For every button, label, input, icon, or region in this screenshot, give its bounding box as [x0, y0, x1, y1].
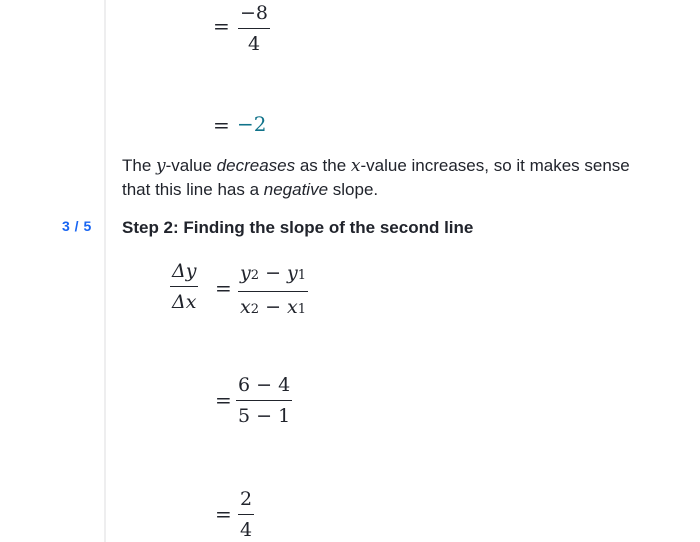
fraction-denominator: 4 [240, 519, 253, 541]
fraction-numerator [238, 260, 308, 289]
fraction-neg8-over-4 [238, 0, 270, 57]
subscript: 1 [297, 268, 307, 283]
math-variable: x [240, 296, 251, 318]
math-variable-y: y [156, 156, 166, 176]
step-counter: 3 / 5 [62, 218, 92, 234]
fraction-numerator: 6 − 4 [238, 374, 291, 396]
equals-sign: = [215, 276, 232, 300]
text-segment: The [122, 156, 157, 175]
math-variable: x [287, 296, 298, 318]
subscript: 2 [250, 302, 260, 317]
emphasis-decreases: decreases [216, 156, 296, 175]
fraction-2-over-4 [238, 486, 254, 542]
fraction-denominator: 5 − 1 [238, 405, 291, 427]
step-gutter-line [104, 0, 106, 542]
fraction-bar [236, 400, 292, 401]
text-segment: -value [165, 156, 217, 175]
equals-sign: = [213, 113, 230, 137]
fraction-bar [238, 514, 254, 515]
text-segment: as the [295, 156, 351, 175]
math-variable-x: x [350, 156, 361, 176]
text-segment: -value increases, so it makes sense that this line has a [122, 156, 630, 199]
fraction-bar [238, 28, 270, 29]
minus-sign: − [265, 296, 281, 318]
fraction-numerator: 2 [240, 488, 253, 510]
slope-result: −2 [237, 112, 267, 136]
fraction-denominator: 4 [247, 33, 261, 55]
fraction-delta-y-over-delta-x [170, 258, 198, 315]
subscript: 2 [250, 268, 260, 283]
equals-sign: = [215, 502, 232, 526]
fraction-denominator [238, 294, 308, 323]
fraction-numerator: Δy [172, 260, 197, 282]
fraction-numerator: −8 [240, 2, 269, 24]
equals-sign: = [215, 388, 232, 412]
minus-sign: − [265, 262, 281, 284]
fraction-denominator: Δx [172, 291, 197, 313]
fraction-substituted [236, 372, 292, 429]
subscript: 1 [297, 302, 307, 317]
fraction-bar [170, 286, 198, 287]
math-variable: y [240, 262, 251, 284]
step-title: Step 2: Finding the slope of the second line [122, 218, 474, 237]
fraction-bar [238, 291, 308, 292]
text-segment: slope. [328, 180, 379, 199]
equals-sign: = [213, 14, 230, 38]
fraction-slope-formula [238, 260, 308, 323]
explanation-paragraph [122, 154, 662, 202]
math-variable: y [287, 262, 298, 284]
emphasis-negative: negative [263, 180, 329, 199]
